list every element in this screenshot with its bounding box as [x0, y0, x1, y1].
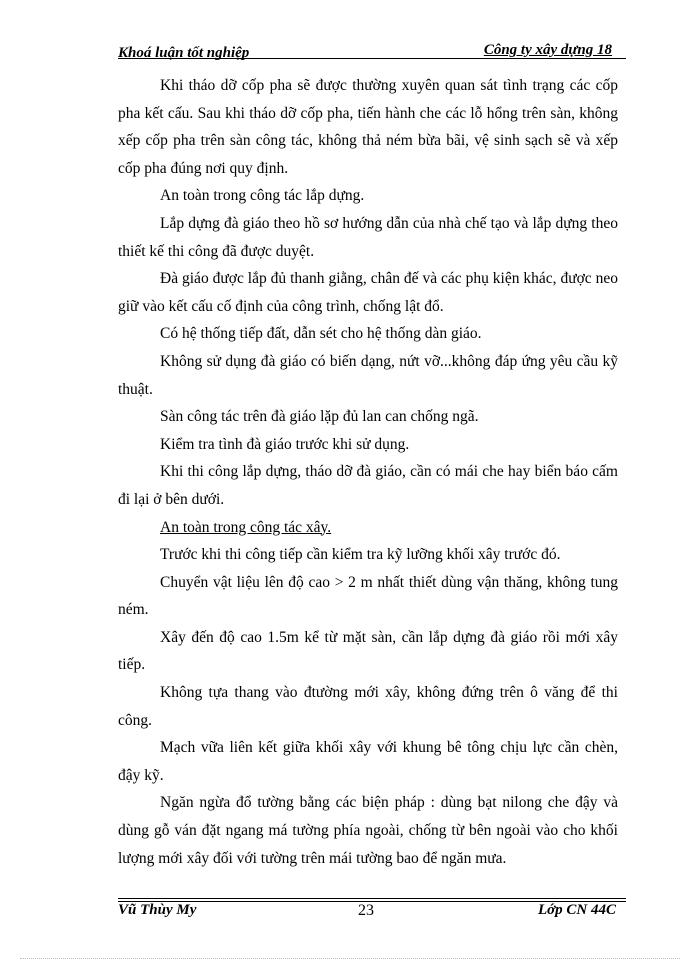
page-boundary-dots	[20, 958, 680, 959]
paragraph-guardrail: Sàn công tác trên đà giáo lặp đủ lan can chống ngã.	[160, 408, 479, 426]
paragraph-inspection: Kiểm tra tình đà giáo trước khi sử dụng.	[160, 435, 410, 453]
paragraph-deformed-scaffold: Không sử dụng đà giáo có biến dạng, nứt vỡ...không đáp ứng yêu cầu kỹ thuật.	[118, 352, 618, 398]
header-rule	[118, 58, 626, 59]
paragraph-erection-safety-heading: An toàn trong công tác lắp dựng.	[160, 187, 365, 205]
paragraph-scaffold-erection: Lắp dựng đà giáo theo hồ sơ hướng dẫn của nhà chế tạo và lắp dựng theo thiết kế thi công đã được duyệt.	[118, 214, 618, 260]
paragraph-mortar-joint: Mạch vữa liên kết giữa khối xây với khung bê tông chịu lực cần chèn, đậy kỹ.	[118, 739, 618, 784]
page-footer	[118, 902, 626, 924]
footer-page-number: 23	[358, 902, 374, 919]
paragraph-grounding: Có hệ thống tiếp đất, dẫn sét cho hệ thống dàn giáo.	[160, 325, 482, 343]
paragraph-check-masonry: Trước khi thi công tiếp cần kiểm tra kỹ lưỡng khối xây trước đó.	[160, 546, 561, 564]
paragraph-formwork-removal: Khi tháo dỡ cốp pha sẽ được thường xuyên quan sát tình trạng các cốp pha kết cấu. Sau khi tháo dỡ cốp pha, tiến hành che các lỗ hổng trên sàn, không xếp cốp pha trên sàn công tác, không thả ném bừa bãi, vệ sinh sạch sẽ và xếp cốp pha đúng nơi quy định.	[118, 77, 618, 177]
paragraph-wall-collapse: Ngăn ngừa đổ tường bằng các biện pháp : dùng bạt nilong che đậy và dùng gỗ ván đặt ngang má tường phía ngoài, chống từ bên ngoài vào cho khối lượng mới xây đối với tường trên mái tường bao để ngăn mưa.	[118, 794, 618, 867]
paragraph-masonry-safety-heading	[118, 514, 618, 542]
header-company-name: Công ty xây dựng 18	[483, 42, 612, 58]
masonry-heading-text: An toàn trong công tác xây.	[160, 518, 332, 536]
paragraph-ladder: Không tựa thang vào đtường mới xây, không đứng trên ô văng để thi công.	[118, 684, 618, 729]
footer-rule-top	[118, 898, 626, 899]
paragraph-height-scaffold: Xây đến độ cao 1.5m kể từ mặt sàn, cần lắp dựng đà giáo rồi mới xây tiếp.	[118, 628, 618, 674]
paragraph-canopy-sign: Khi thi công lắp dựng, tháo dỡ đà giáo, cần có mái che hay biển báo cấm đi lại ở bên dưới.	[118, 463, 618, 508]
paragraph-scaffold-bracing: Đà giáo được lắp đủ thanh giằng, chân đế và các phụ kiện khác, được neo giữ vào kết cấu cố định của công trình, chống lật đổ.	[118, 270, 618, 315]
footer-author: Vũ Thùy My	[118, 902, 197, 918]
paragraph-material-lift: Chuyển vật liệu lên độ cao > 2 m nhất thiết dùng vận thăng, không tung ném.	[118, 573, 618, 619]
document-body	[118, 72, 618, 872]
page-header	[118, 42, 626, 64]
footer-class: Lớp CN 44C	[537, 902, 616, 918]
header-thesis-title: Khoá luận tốt nghiệp	[118, 45, 250, 61]
